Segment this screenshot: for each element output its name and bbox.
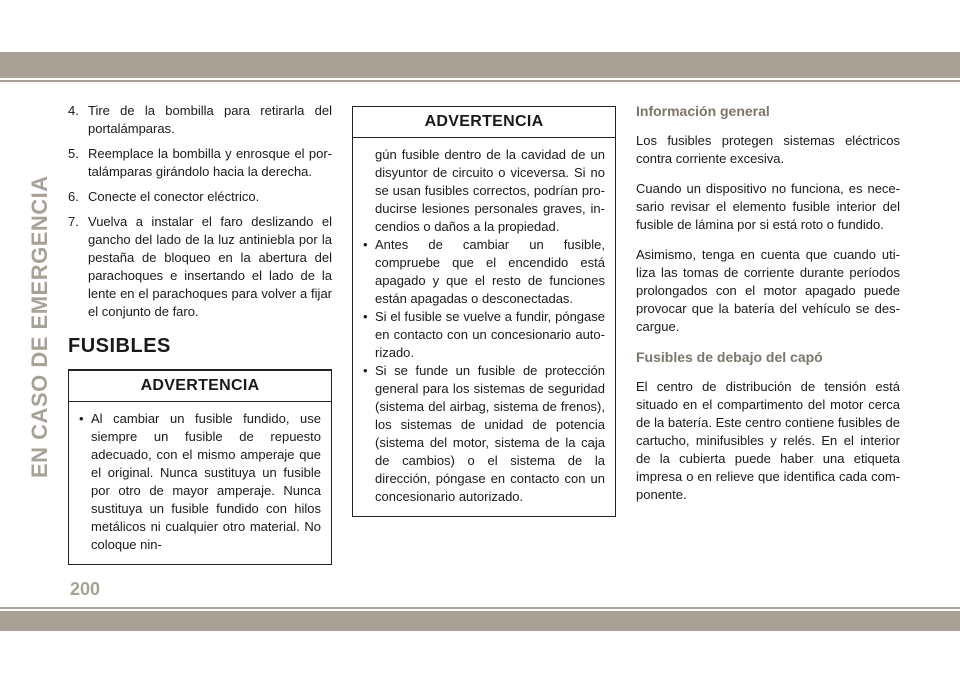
section-title: FUSIBLES: [68, 335, 171, 357]
warning-title: ADVERTENCIA: [353, 107, 615, 138]
footer-band: [0, 611, 960, 631]
under-hood-heading: Fusibles de debajo del capó: [636, 349, 823, 365]
list-item: [68, 213, 332, 321]
step-text: Reemplace la bombilla y enrosque el portalámparas girándolo hacia la derecha.: [88, 146, 332, 179]
step-number: 6.: [68, 189, 79, 204]
side-tab-label: EN CASO DE EMERGENCIA: [27, 175, 52, 478]
warning-box: [68, 369, 332, 565]
warning-body: [69, 402, 331, 564]
footer-rule: [0, 607, 960, 609]
bullet-icon: •: [363, 363, 368, 378]
general-info-heading: Información general: [636, 103, 770, 119]
warning-continuation: gún fusible dentro de la cavidad de un disyuntor de circuito o viceversa. Si no se usan fusibles correctos, podrían producirse lesiones personales graves, incendios o daños a la propiedad.: [375, 147, 605, 234]
warning-box-continued: [352, 106, 616, 517]
list-item: [68, 102, 332, 138]
step-number: 5.: [68, 146, 79, 161]
page-number: 200: [70, 579, 101, 599]
warning-title: ADVERTENCIA: [69, 371, 331, 402]
step-text: Conecte el conector eléctrico.: [88, 189, 260, 204]
warning-bullet-text: Si el fusible se vuelve a fundir, póngase en contacto con un concesionario autorizado.: [375, 309, 605, 360]
column-middle: [352, 106, 616, 517]
warning-bullet: [363, 362, 605, 506]
warning-body: [353, 138, 615, 516]
bullet-icon: •: [363, 309, 368, 324]
warning-bullet: [363, 308, 605, 362]
paragraph: Asimismo, tenga en cuenta que cuando utiliza las tomas de corriente durante períodos prolongados con el motor apagado puede provocar que la batería del vehículo se descargue.: [636, 247, 900, 334]
warning-bullet: [363, 236, 605, 308]
warning-bullet-text: Si se funde un fusible de protección general para los sistemas de seguridad (sistema del airbag, sistema de frenos), los sistemas de unidad de potencia (sistema del motor, sistema de la caja de cambios) o el sistema de la dirección, póngase en contacto con un concesionario autorizado.: [375, 363, 605, 504]
header-rule: [0, 80, 960, 82]
step-number: 7.: [68, 214, 79, 229]
paragraph: Los fusibles protegen sistemas eléctricos contra corriente excesiva.: [636, 133, 900, 166]
list-item: [68, 188, 332, 206]
paragraph: Cuando un dispositivo no funciona, es necesario revisar el elemento fusible interior del fusible de lámina por si está roto o fundido.: [636, 181, 900, 232]
column-left: [68, 102, 332, 565]
step-text: Tire de la bombilla para retirarla del portalámparas.: [88, 103, 332, 136]
list-item: [68, 145, 332, 181]
header-band: [0, 52, 960, 78]
step-text: Vuelva a instalar el faro deslizando el gancho del lado de la luz antiniebla por la pestaña de bloqueo en la abertura del parachoques e insertando el lado de la lente en el parachoques para volver a fijar el conjunto de faro.: [88, 214, 332, 319]
paragraph: El centro de distribución de tensión está situado en el compartimento del motor cerca de la batería. Este centro contiene fusibles de cartucho, minifusibles y relés. En el interior de la cubierta puede haber una etiqueta impresa o en relieve que identifica cada componente.: [636, 379, 900, 502]
warning-bullet: [79, 410, 321, 554]
step-number: 4.: [68, 103, 79, 118]
bullet-icon: •: [363, 237, 368, 252]
bullet-icon: •: [79, 411, 84, 426]
warning-bullet-text: Al cambiar un fusible fundido, use siempre un fusible de repuesto adecuado, con el mismo amperaje que el original. Nunca sustituya un fusible por otro de mayor amperaje. Nunca sustituya un fusible fundido con hilos metálicos ni cualquier otro material. No coloque nin-: [91, 411, 321, 552]
warning-bullet-text: Antes de cambiar un fusible, compruebe que el encendido está apagado y que el resto de funciones están apagadas o desconectadas.: [375, 237, 605, 306]
column-right: [636, 102, 900, 516]
step-list: [68, 102, 332, 321]
